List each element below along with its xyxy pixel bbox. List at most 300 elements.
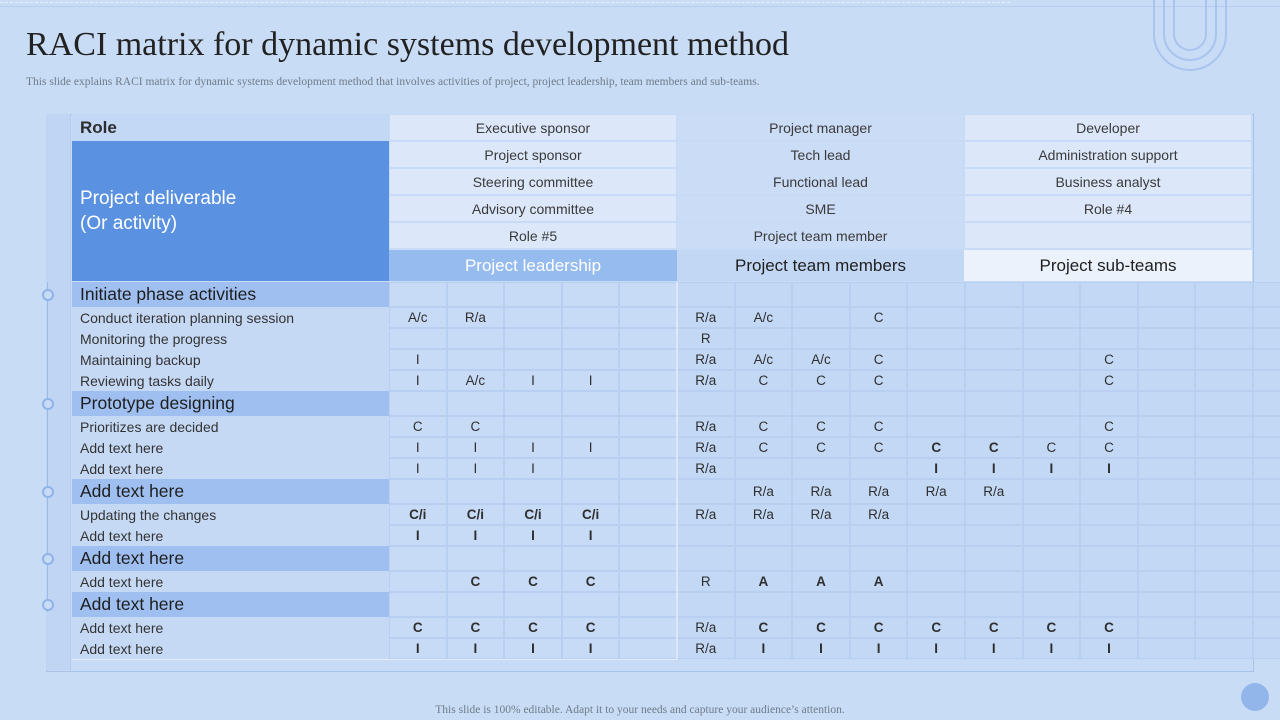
raci-cell [1138,349,1196,370]
raci-cell [907,282,965,307]
raci-cell [1253,525,1280,546]
raci-cell: C [792,617,850,638]
raci-cell [1080,282,1138,307]
raci-cell [965,525,1023,546]
raci-cell: I [447,437,505,458]
raci-cell [792,592,850,617]
phase-label: Add text here [72,479,389,504]
raci-cell [389,479,447,504]
activity-label: Add text here [72,458,389,479]
raci-cell: C [504,571,562,592]
raci-cell: I [447,525,505,546]
activity-label: Add text here [72,638,389,659]
arch-decoration-icon [1150,0,1230,74]
raci-cell [1253,504,1280,525]
raci-cell [619,458,677,479]
role-cell: Project sponsor [389,141,677,168]
top-divider [0,6,1280,7]
raci-cell [1138,504,1196,525]
footer-note: This slide is 100% editable. Adapt it to your needs and capture your audience’s attention. [435,704,845,716]
raci-cell [1195,504,1253,525]
raci-cell: I [504,370,562,391]
raci-cell: C [447,416,505,437]
role-cell: Steering committee [389,168,677,195]
corner-dot [1241,683,1269,711]
raci-cell: A [735,571,793,592]
raci-cell [965,416,1023,437]
raci-cell [619,617,677,638]
raci-cell: I [1080,458,1138,479]
raci-cell [1253,370,1280,391]
raci-cell [619,638,677,659]
raci-cell: I [504,458,562,479]
raci-cell [1138,571,1196,592]
raci-cell [1138,391,1196,416]
raci-cell [1195,282,1253,307]
raci-cell [907,546,965,571]
raci-cell [965,328,1023,349]
raci-cell: R/a [677,349,735,370]
raci-cell [735,525,793,546]
raci-cell: R/a [965,479,1023,504]
role-cell: Advisory committee [389,195,677,222]
raci-cell: A/c [389,307,447,328]
raci-cell [619,349,677,370]
raci-cell [965,282,1023,307]
raci-cell: I [965,458,1023,479]
raci-cell: C [504,617,562,638]
raci-cell: C [447,617,505,638]
raci-cell: C [792,416,850,437]
raci-cell: C [1080,416,1138,437]
raci-cell [792,391,850,416]
raci-cell: C [1080,617,1138,638]
role-cell: Project team member [677,222,964,249]
raci-cell [447,546,505,571]
timeline-marker-icon [42,398,54,410]
raci-cell [907,391,965,416]
raci-cell [792,458,850,479]
raci-cell [619,391,677,416]
raci-cell [1195,349,1253,370]
raci-cell: I [907,458,965,479]
raci-cell [1138,479,1196,504]
raci-cell [1253,282,1280,307]
raci-cell [1080,307,1138,328]
raci-cell [1195,571,1253,592]
raci-cell: I [735,638,793,659]
raci-cell: I [504,437,562,458]
raci-cell [447,391,505,416]
raci-cell [1253,638,1280,659]
raci-cell [1080,592,1138,617]
raci-cell [1195,458,1253,479]
raci-cell [1138,328,1196,349]
raci-cell: C/i [447,504,505,525]
raci-cell [504,391,562,416]
raci-cell: C [850,617,908,638]
activity-label: Prioritizes are decided [72,416,389,437]
activity-label: Updating the changes [72,504,389,525]
raci-cell [1195,328,1253,349]
raci-cell: R [677,328,735,349]
raci-cell [850,546,908,571]
raci-cell: C [850,349,908,370]
raci-cell [907,370,965,391]
raci-cell [1023,504,1081,525]
raci-cell [850,525,908,546]
role-header: Role [72,114,389,141]
raci-cell [447,349,505,370]
activity-label: Maintaining backup [72,349,389,370]
raci-cell [965,391,1023,416]
raci-cell: R/a [792,479,850,504]
raci-cell: R/a [677,370,735,391]
raci-cell [1195,592,1253,617]
raci-cell [562,592,620,617]
raci-cell [1138,437,1196,458]
raci-cell: I [447,458,505,479]
raci-cell: C [1080,349,1138,370]
raci-cell [562,391,620,416]
role-cell [964,222,1252,249]
raci-cell [1195,416,1253,437]
activity-label: Reviewing tasks daily [72,370,389,391]
activity-label: Conduct iteration planning session [72,307,389,328]
raci-cell [965,504,1023,525]
raci-cell [907,349,965,370]
raci-cell [389,546,447,571]
raci-cell: C [850,437,908,458]
raci-cell [1138,370,1196,391]
raci-cell: C [850,370,908,391]
raci-cell [677,546,735,571]
raci-cell: R/a [677,504,735,525]
raci-cell [735,328,793,349]
raci-cell [850,458,908,479]
raci-cell [619,416,677,437]
raci-cell [850,282,908,307]
activity-label: Monitoring the progress [72,328,389,349]
raci-cell: I [792,638,850,659]
raci-cell: I [562,638,620,659]
group-separator [676,282,678,659]
raci-cell: C [735,437,793,458]
raci-cell [907,307,965,328]
raci-cell: C [735,416,793,437]
raci-cell [907,592,965,617]
raci-cell [619,282,677,307]
phase-label: Initiate phase activities [72,282,389,307]
raci-cell: R [677,571,735,592]
raci-cell: I [504,525,562,546]
raci-cell [619,437,677,458]
raci-cell [1195,437,1253,458]
raci-cell [1023,592,1081,617]
raci-cell [389,282,447,307]
raci-cell [1080,479,1138,504]
raci-cell: R/a [677,416,735,437]
role-cell: Project manager [677,114,964,141]
timeline-marker-icon [42,599,54,611]
raci-cell: C [562,617,620,638]
raci-cell [792,546,850,571]
raci-cell: R/a [447,307,505,328]
raci-cell: C [447,571,505,592]
raci-cell [677,525,735,546]
raci-cell [504,546,562,571]
raci-cell: R/a [677,638,735,659]
raci-cell: C [1023,617,1081,638]
raci-cell [1253,479,1280,504]
raci-cell [562,307,620,328]
raci-cell [907,571,965,592]
raci-cell [504,416,562,437]
raci-cell: I [562,437,620,458]
role-cell: Business analyst [964,168,1252,195]
raci-cell: I [389,437,447,458]
raci-cell: C [792,370,850,391]
raci-cell [735,282,793,307]
group-header: Project sub-teams [964,250,1252,281]
raci-cell [1253,592,1280,617]
raci-cell: A/c [792,349,850,370]
raci-cell [735,391,793,416]
role-cell: Role #4 [964,195,1252,222]
raci-cell: I [1023,638,1081,659]
top-dashed-line [0,2,1010,3]
raci-cell [1195,525,1253,546]
raci-cell: I [907,638,965,659]
raci-cell [1023,349,1081,370]
raci-cell: R/a [677,617,735,638]
raci-cell [965,349,1023,370]
raci-cell [1023,391,1081,416]
raci-cell [447,479,505,504]
timeline-strip [46,114,71,670]
raci-cell [1138,525,1196,546]
raci-cell: I [1023,458,1081,479]
raci-cell [965,571,1023,592]
raci-cell: I [504,638,562,659]
raci-cell: A [850,571,908,592]
raci-cell: C [1080,370,1138,391]
group-header: Project team members [677,250,964,281]
raci-cell [504,349,562,370]
raci-cell [850,391,908,416]
page-subtitle: This slide explains RACI matrix for dynamic systems development method that involves activities of project, project leadership, team members and sub-teams. [26,76,760,88]
raci-cell: C [735,617,793,638]
raci-cell: C [735,370,793,391]
raci-cell [504,328,562,349]
raci-cell [504,479,562,504]
raci-cell [562,328,620,349]
raci-cell: R/a [792,504,850,525]
raci-cell [1195,479,1253,504]
raci-cell [1138,592,1196,617]
timeline-marker-icon [42,486,54,498]
raci-cell [1195,546,1253,571]
raci-cell [1138,282,1196,307]
raci-cell: C [1023,437,1081,458]
role-cell: Functional lead [677,168,964,195]
raci-cell [1253,458,1280,479]
raci-cell [1023,479,1081,504]
raci-cell: I [389,349,447,370]
raci-cell [1138,617,1196,638]
raci-cell [562,349,620,370]
raci-cell [735,592,793,617]
raci-cell [1253,307,1280,328]
raci-cell [389,328,447,349]
raci-cell [562,282,620,307]
raci-cell [1023,307,1081,328]
raci-cell [965,592,1023,617]
raci-cell: I [562,525,620,546]
raci-cell [1195,391,1253,416]
raci-cell [1253,546,1280,571]
raci-cell [1023,282,1081,307]
raci-cell [792,282,850,307]
raci-cell [1023,416,1081,437]
raci-cell [1138,458,1196,479]
raci-cell [447,282,505,307]
raci-cell [677,391,735,416]
raci-cell [965,307,1023,328]
raci-cell [1253,416,1280,437]
raci-cell: C [1080,437,1138,458]
raci-cell [735,546,793,571]
raci-cell: R/a [907,479,965,504]
raci-cell [447,592,505,617]
role-cell: Developer [964,114,1252,141]
group-header: Project leadership [389,250,677,281]
raci-cell: I [562,370,620,391]
raci-cell [1253,617,1280,638]
raci-cell: C [562,571,620,592]
raci-cell [1023,370,1081,391]
raci-cell [792,525,850,546]
raci-cell [619,525,677,546]
raci-cell [677,592,735,617]
activity-label: Add text here [72,571,389,592]
raci-cell [677,479,735,504]
raci-cell: C [850,416,908,437]
raci-cell: I [389,525,447,546]
raci-cell [1253,437,1280,458]
raci-cell: C [907,617,965,638]
raci-cell [850,328,908,349]
raci-cell: R/a [735,479,793,504]
raci-cell [907,504,965,525]
deliverable-header: Project deliverable (Or activity) [72,141,389,281]
raci-cell [1195,638,1253,659]
raci-cell [1138,307,1196,328]
raci-cell [1080,546,1138,571]
raci-cell [1080,328,1138,349]
raci-cell [1080,525,1138,546]
raci-cell: I [389,638,447,659]
raci-cell [965,546,1023,571]
raci-cell: C [965,617,1023,638]
raci-cell [735,458,793,479]
raci-cell [504,282,562,307]
raci-cell [907,525,965,546]
raci-cell [389,592,447,617]
page-title: RACI matrix for dynamic systems development method [26,26,789,63]
raci-cell [1253,571,1280,592]
raci-cell [619,504,677,525]
role-cell: SME [677,195,964,222]
raci-cell [562,479,620,504]
raci-cell [389,571,447,592]
raci-cell: C [792,437,850,458]
raci-cell [504,592,562,617]
role-cell: Tech lead [677,141,964,168]
raci-cell: R/a [677,437,735,458]
timeline-marker-icon [42,553,54,565]
raci-cell: R/a [677,458,735,479]
raci-cell [562,546,620,571]
raci-cell [1023,546,1081,571]
role-cell: Role #5 [389,222,677,249]
raci-cell: A/c [735,307,793,328]
phase-label: Add text here [72,546,389,571]
raci-cell: R/a [850,479,908,504]
raci-cell [1023,328,1081,349]
raci-cell: I [1080,638,1138,659]
raci-cell [1195,370,1253,391]
raci-cell: R/a [850,504,908,525]
activity-label: Add text here [72,617,389,638]
phase-label: Add text here [72,592,389,617]
raci-cell: C [850,307,908,328]
raci-cell: R/a [735,504,793,525]
raci-cell: I [447,638,505,659]
raci-cell [1138,416,1196,437]
raci-cell [1080,391,1138,416]
raci-cell: I [965,638,1023,659]
raci-cell [619,370,677,391]
raci-cell [1253,349,1280,370]
raci-cell [792,307,850,328]
raci-cell [562,458,620,479]
raci-cell [677,282,735,307]
raci-cell [619,479,677,504]
raci-cell [619,546,677,571]
raci-cell [1138,638,1196,659]
raci-cell [1195,307,1253,328]
raci-cell [562,416,620,437]
raci-cell [619,571,677,592]
raci-cell [850,592,908,617]
raci-cell: C/i [504,504,562,525]
timeline-marker-icon [42,289,54,301]
raci-cell: C/i [389,504,447,525]
raci-cell: C [389,617,447,638]
raci-cell [1253,328,1280,349]
role-cell: Administration support [964,141,1252,168]
raci-cell: A/c [735,349,793,370]
row-divider [72,659,677,660]
raci-cell [619,307,677,328]
raci-cell [965,370,1023,391]
raci-cell: C [389,416,447,437]
raci-cell [447,328,505,349]
raci-cell: R/a [677,307,735,328]
raci-cell [1253,391,1280,416]
raci-cell [389,391,447,416]
